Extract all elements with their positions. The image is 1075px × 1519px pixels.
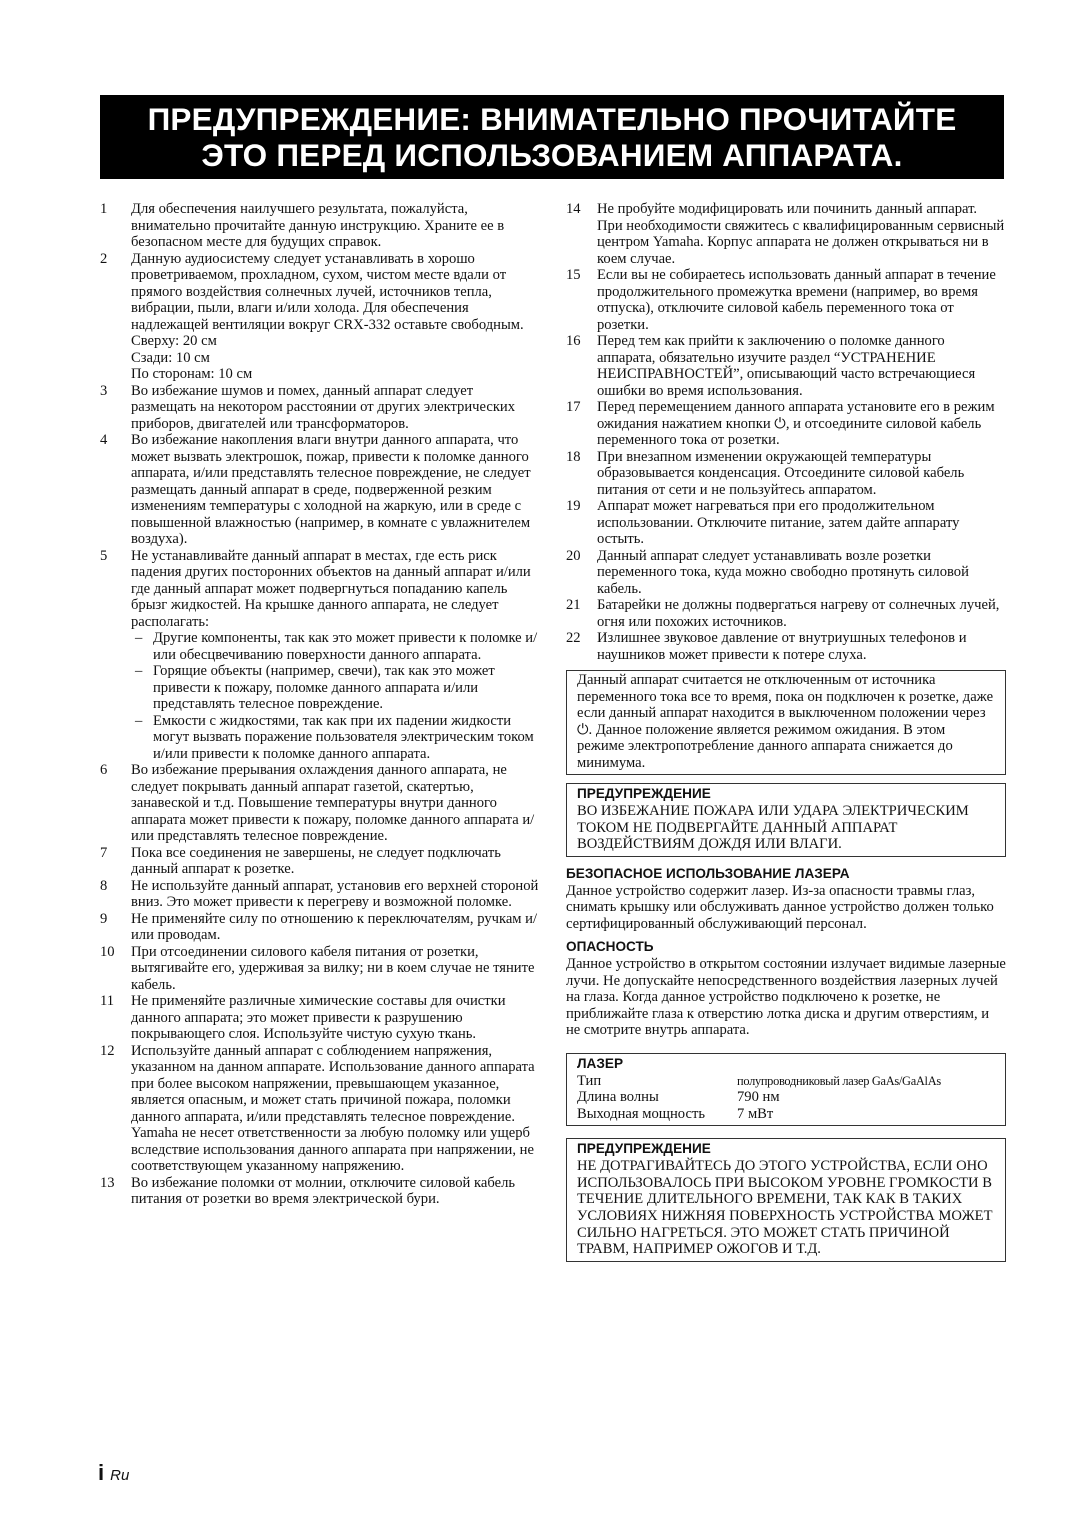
item-text: Излишнее звуковое давление от внутриушных телефонов и наушников может привести к потере слуха. [597,630,967,663]
list-item [100,845,540,878]
spec-value: 7 мВт [737,1105,774,1122]
item-text: Не пробуйте модифицировать или починить данный аппарат. При необходимости свяжитесь с квалифицированным сервисный центром Yamaha. Корпус аппарата не должен открываться ни в коем случае. [597,201,1005,267]
list-item [100,432,540,548]
item-text: Для обеспечения наилучшего результата, пожалуйста, внимательно прочитайте данную инструкцию. Храните ее в безопасном месте для будущих справок. [131,201,505,250]
right-column [566,201,1006,1270]
dash-bullet: – [135,712,143,729]
item-text: Данный аппарат следует устанавливать возле розетки переменного тока, куда можно свободно протянуть силовой кабель. [597,547,969,597]
item-number: 13 [100,1174,115,1191]
list-item [566,201,1006,267]
item-text: Аппарат может нагреваться при его продолжительном использовании. Отключите питание, затем дайте аппарату остыть. [597,498,960,547]
list-item [566,630,1006,663]
list-item [566,498,1006,548]
danger-heading: ОПАСНОСТЬ [566,939,654,955]
item-number: 21 [566,597,581,613]
item-number: 2 [100,250,108,267]
item-number: 4 [100,432,108,448]
item-text: Во избежание поломки от молнии, отключите силовой кабель питания от розетки во время электрической бури. [131,1174,516,1207]
warning-text: ВО ИЗБЕЖАНИЕ ПОЖАРА ИЛИ УДАРА ЭЛЕКТРИЧЕСКИМ ТОКОМ НЕ ПОДВЕРГАЙТЕ ДАННЫЙ АППАРАТ ВОЗДЕЙСТВИЯМ ДОЖДЯ ИЛИ ВЛАГИ. [577,803,969,853]
list-item [566,449,1006,499]
dash-bullet: – [135,630,143,646]
laser-spec-title: ЛАЗЕР [577,1055,624,1071]
banner-line-1: ПРЕДУПРЕЖДЕНИЕ: ВНИМАТЕЛЬНО ПРОЧИТАЙТЕ [147,101,957,137]
item-text: Во избежание прерывания охлаждения данного аппарата, не следует покрывать данный аппарат газетой, скатертью, занавеской и т.д. Повышение температуры внутри данного аппарата может привести к пожару, поломке данного аппарата и/или представлять телесное повреждение. [131,762,535,844]
item-text: При внезапном изменении окружающей температуры образовывается конденсация. Отсоедините силовой кабель питания от сети и не пользуйтесь аппаратом. [597,448,965,498]
item-number: 20 [566,547,581,564]
item-text: Данную аудиосистему следует устанавливать в хорошо проветриваемом, прохладном, сухом, чистом месте вдали от прямого воздействия солнечных лучей, источников тепла, вибрации, пыли, влаги и/или холода. Для обеспечения надлежащей вентиляции вокруг CRX-332 оставьте свободным. [131,250,524,333]
warning-title: ПРЕДУПРЕЖДЕНИЕ [577,1141,711,1157]
list-item [100,878,540,911]
spec-label: Выходная мощность [577,1105,705,1122]
item-text: При отсоединении силового кабеля питания от розетки, вытягивайте его, удерживая за вилку; ни в коем случае не тяните кабель. [131,943,535,993]
clearance-top: Сверху: 20 см [131,333,217,349]
list-item [566,267,1006,333]
sub-item-text: Другие компоненты, так как это может привести к поломке и/или обесцвечиванию поверхности данного аппарата. [153,630,538,663]
spec-label: Длина волны [577,1089,659,1106]
item-text: Не применяйте различные химические составы для очистки данного аппарата; это может привести к разрушению покрывающего слоя. Используйте чистую сухую ткань. [131,993,506,1042]
list-item [100,1175,540,1208]
item-text: Батарейки не должны подвергаться нагреву от солнечных лучей, огня или похожих источников. [597,597,1000,630]
item-text: Не применяйте силу по отношению к переключателям, ручкам и/или проводам. [131,910,538,943]
laser-safety-text: Данное устройство содержит лазер. Из-за опасности травмы глаз, снимать крышку или обслуживать данное устройство должен только сертифицированный обслуживающий персонал. [566,882,994,932]
left-column [100,201,540,1208]
item-number: 1 [100,201,108,217]
list-item [566,597,1006,630]
item-number: 6 [100,762,108,778]
item-number: 3 [100,382,108,399]
list-item [100,944,540,994]
page-number: i [98,1460,105,1485]
spec-row-wavelength [577,1089,995,1106]
item-number: 7 [100,844,108,861]
list-item [100,201,540,251]
list-item [100,1043,540,1175]
item-text: Во избежание шумов и помех, данный аппарат следует размещать на некотором расстоянии от других электрических приборов, двигателей или трансформаторов. [131,382,516,432]
clearance-back: Сзади: 10 см [131,349,210,366]
item-number: 10 [100,943,115,960]
warning-banner [100,95,1004,179]
item-number: 18 [566,448,581,465]
spec-value: полупроводниковый лазер GaAs/GaAlAs [737,1073,941,1088]
item-number: 16 [566,333,581,349]
spec-value: 790 нм [737,1089,780,1106]
list-item [100,993,540,1043]
item-text: Перед перемещением данного аппарата установите его в режим ожидания нажатием кнопки ⏻, и отсоедините силовой кабель переменного тока от розетки. [597,399,995,448]
item-text: Пока все соединения не завершены, не следует подключать данный аппарат к розетке. [131,844,501,877]
sub-item [131,663,540,713]
warning-box-heat [566,1138,1006,1262]
item-text: Не используйте данный аппарат, установив его верхней стороной вниз. Это может привести к перегреву и возможной поломке. [131,877,539,910]
list-item [566,548,1006,598]
sub-item [131,630,540,663]
laser-spec-box [566,1053,1006,1127]
item-number: 8 [100,877,108,894]
warning-box-moisture [566,783,1006,857]
item-text: Во избежание накопления влаги внутри данного аппарата, что может вызвать электрошок, пожар, привести к поломке данного аппарата, и/или представлять телесное повреждение, не следует размещать данный аппарат в среде, подверженной резким изменениям температуры с холодной на жаркую, или в среде с повышенной влажностью (например, в комнате с увлажнителем воздуха). [131,432,531,547]
item-number: 17 [566,399,581,415]
item-number: 5 [100,547,108,564]
item-number: 19 [566,498,581,514]
warning-text: НЕ ДОТРАГИВАЙТЕСЬ ДО ЭТОГО УСТРОЙСТВА, ЕСЛИ ОНО ИСПОЛЬЗОВАЛОСЬ ПРИ ВЫСОКОМ УРОВНЕ ГРОМКОСТИ В ТЕЧЕНИЕ ДЛИТЕЛЬНОГО ВРЕМЕНИ, ТАК КАК В ТАКИХ УСЛОВИЯХ НИЖНЯЯ ПОВЕРХНОСТЬ УСТРОЙСТВА МОЖЕТ СИЛЬНО НАГРЕТЬСЯ. ЭТО МОЖЕТ СТАТЬ ПРИЧИНОЙ ТРАВМ, НАПРИМЕР ОЖОГОВ И Т.Д. [577,1158,993,1258]
item-number: 22 [566,630,581,646]
list-item [100,548,540,763]
language-code: Ru [110,1467,130,1484]
item-text: Если вы не собираетесь использовать данный аппарат в течение продолжительного промежутка времени (например, во время отпуска), отключите силовой кабель переменного тока от розетки. [597,267,996,333]
item-number: 12 [100,1042,115,1059]
page-footer [98,1460,129,1486]
warning-title: ПРЕДУПРЕЖДЕНИЕ [577,786,711,801]
list-item [100,251,540,383]
spec-label: Тип [577,1072,602,1089]
dash-bullet: – [135,663,143,679]
sub-item [131,713,540,763]
list-item [566,333,1006,399]
banner-line-2: ЭТО ПЕРЕД ИСПОЛЬЗОВАНИЕМ АППАРАТА. [201,137,903,173]
spec-row-type [577,1073,995,1090]
list-item [566,399,1006,449]
list-item [100,762,540,845]
list-item [100,383,540,433]
clearance-sides: По сторонам: 10 см [131,366,253,382]
sub-item-text: Горящие объекты (например, свечи), так как это может привести к пожару, поломке данного аппарата и/или представлять телесное повреждение. [153,663,495,712]
item-number: 14 [566,201,581,217]
danger-text: Данное устройство в открытом состоянии излучает видимые лазерные лучи. Не допускайте непосредственного воздействия лазерных лучей на глаза. Когда данное устройство подключено к розетке, не приближайте глаза к отверстию лотка диска и другим отверстиям, и не смотрите внутрь аппарата. [566,956,1006,1039]
list-item [100,911,540,944]
standby-note-box [566,670,1006,775]
sub-item-text: Емкости с жидкостями, так как при их падении жидкости могут вызвать поражение пользователя электрическим током и/или привести к поломке данного аппарата. [153,712,534,762]
item-text: Перед тем как прийти к заключению о поломке данного аппарата, обязательно изучите раздел “УСТРАНЕНИЕ НЕИСПРАВНОСТЕЙ”, описывающий часто встречающиеся ошибки во время использования. [597,333,976,399]
item-number: 9 [100,910,108,927]
item-number: 11 [100,993,115,1009]
standby-note-text: Данный аппарат считается не отключенным от источника переменного тока все то время, пока он подключен к розетке, даже если данный аппарат находится в выключенном положении через ⏻. Данное положение является режимом ожидания. В этом режиме электропотребление данного аппарата снижается до минимума. [577,672,994,771]
item-text: Не устанавливайте данный аппарат в местах, где есть риск падения других посторонних объектов на данный аппарат и/или где данный аппарат может подвергнуться попаданию капель брызг жидкостей. На крышке данного аппарата, не следует располагать: [131,547,531,630]
item-number: 15 [566,267,581,283]
laser-safety-heading: БЕЗОПАСНОЕ ИСПОЛЬЗОВАНИЕ ЛАЗЕРА [566,865,850,881]
item-text: Используйте данный аппарат с соблюдением напряжения, указанном на данном аппарате. Использование данного аппарата при более высоком напряжении, превышающем указанное, является опасным, и может стать причиной пожара, поломки данного аппарата, и/или представлять телесное повреждение. Yamaha не несет ответственности за любую поломку или ущерб вследствие использования данного аппарата при напряжении, не соответствующем указанному напряжению. [131,1042,535,1174]
spec-row-power [577,1106,995,1123]
